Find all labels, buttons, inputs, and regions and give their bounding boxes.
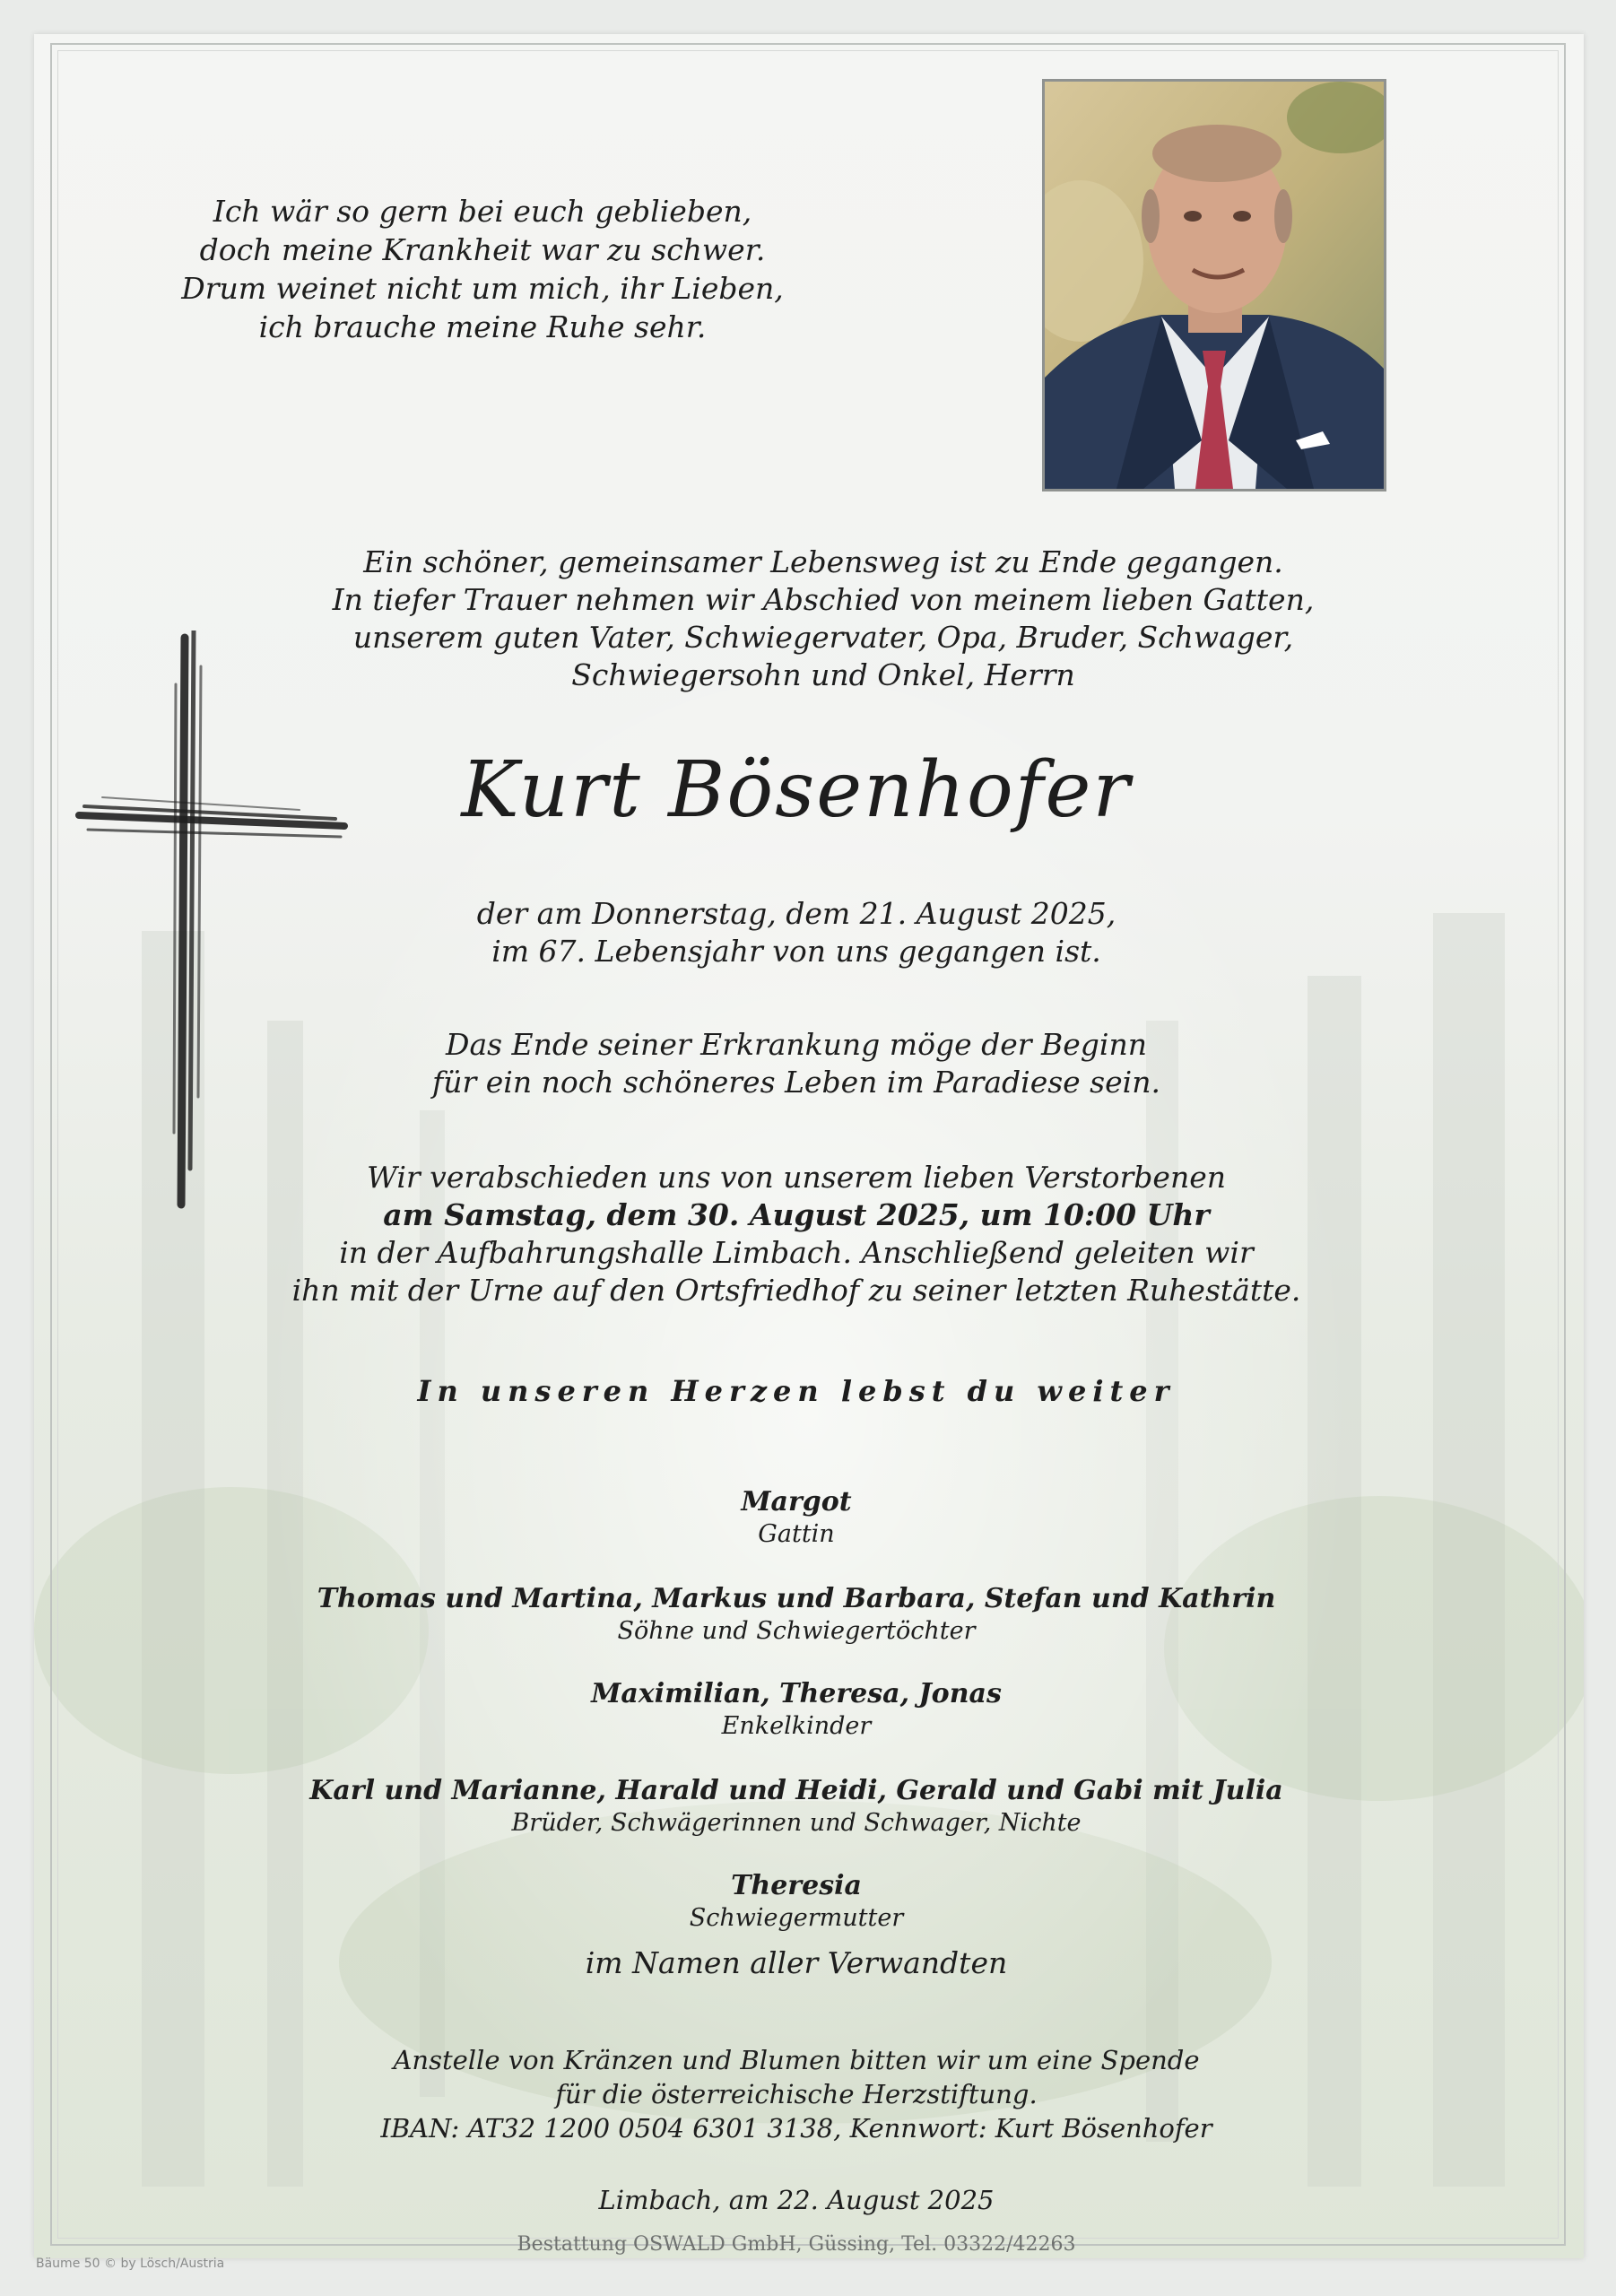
mourner-names: Margot xyxy=(741,1486,852,1518)
funeral-date xyxy=(124,1196,1469,1234)
closing-line: im Namen aller Verwandten xyxy=(585,1945,1008,1980)
mourner-names: Karl und Marianne, Harald und Heidi, Gerald und Gabi mit Julia xyxy=(309,1775,1283,1806)
hope-line: Das Ende seiner Erkrankung möge der Beginn xyxy=(446,1027,1147,1062)
mourner-group xyxy=(169,1677,1424,1742)
mourner-relation: Schwiegermutter xyxy=(689,1904,904,1932)
mourner-group xyxy=(169,1774,1424,1839)
poem-line: ich brauche meine Ruhe sehr. xyxy=(258,309,707,344)
funeral-date-text: am Samstag, dem 30. August 2025, um 10:00 Uhr xyxy=(383,1197,1210,1232)
death-notice xyxy=(169,895,1424,970)
mourner-names: Theresia xyxy=(731,1870,862,1901)
mourner-names: Maximilian, Theresa, Jonas xyxy=(591,1678,1002,1709)
hope-line: für ein noch schöneres Leben im Paradiese sein. xyxy=(432,1065,1160,1100)
intro-line: unserem guten Vater, Schwiegervater, Opa, Bruder, Schwager, xyxy=(352,620,1294,655)
poem-line: doch meine Krankheit war zu schwer. xyxy=(199,232,766,267)
poem-line: Ich wär so gern bei euch geblieben, xyxy=(213,194,752,229)
funeral-info xyxy=(124,1159,1469,1309)
deceased-name: Kurt Bösenhofer xyxy=(461,745,1132,835)
mourner-group xyxy=(169,1869,1424,1934)
mourner-group xyxy=(169,1485,1424,1550)
donation-request xyxy=(169,2043,1424,2145)
intro-text xyxy=(124,544,1523,694)
mourner-group xyxy=(169,1582,1424,1647)
mourner-relation: Gattin xyxy=(758,1520,835,1548)
donation-line: für die österreichische Herzstiftung. xyxy=(555,2079,1038,2109)
mourner-relation: Enkelkinder xyxy=(721,1712,872,1740)
mourner-names: Thomas und Martina, Markus und Barbara, Stefan und Kathrin xyxy=(317,1583,1276,1614)
death-line: im 67. Lebensjahr von uns gegangen ist. xyxy=(491,934,1101,969)
intro-line: Ein schöner, gemeinsamer Lebensweg ist zu Ende gegangen. xyxy=(363,544,1283,579)
obituary-sheet xyxy=(34,34,1584,2258)
portrait-illustration xyxy=(1045,82,1384,489)
donation-line: Anstelle von Kränzen und Blumen bitten wir um eine Spende xyxy=(393,2045,1200,2075)
poem-line: Drum weinet nicht um mich, ihr Lieben, xyxy=(181,271,784,306)
motto: In unseren Herzen lebst du weiter xyxy=(417,1374,1176,1408)
death-line: der am Donnerstag, dem 21. August 2025, xyxy=(476,896,1116,931)
poem xyxy=(169,192,796,346)
funeral-line: in der Aufbahrungshalle Limbach. Anschließend geleiten wir xyxy=(339,1235,1254,1270)
intro-line: In tiefer Trauer nehmen wir Abschied von meinem lieben Gatten, xyxy=(332,582,1315,617)
funeral-line: ihn mit der Urne auf den Ortsfriedhof zu seiner letzten Ruhestätte. xyxy=(291,1273,1301,1308)
undertaker-info: Bestattung OSWALD GmbH, Güssing, Tel. 03322/42263 xyxy=(517,2233,1076,2256)
funeral-line: Wir verabschieden uns von unserem lieben Verstorbenen xyxy=(367,1160,1226,1195)
donation-iban: IBAN: AT32 1200 0504 6301 3138, Kennwort: Kurt Bösenhofer xyxy=(380,2113,1212,2144)
mourner-relation: Brüder, Schwägerinnen und Schwager, Nichte xyxy=(511,1809,1082,1837)
image-credit: Bäume 50 © by Lösch/Austria xyxy=(36,2257,225,2271)
portrait-photo xyxy=(1042,79,1386,491)
hope-text xyxy=(169,1026,1424,1101)
place-date: Limbach, am 22. August 2025 xyxy=(598,2185,995,2215)
intro-line: Schwiegersohn und Onkel, Herrn xyxy=(571,657,1075,692)
mourner-relation: Söhne und Schwiegertöchter xyxy=(617,1617,976,1645)
